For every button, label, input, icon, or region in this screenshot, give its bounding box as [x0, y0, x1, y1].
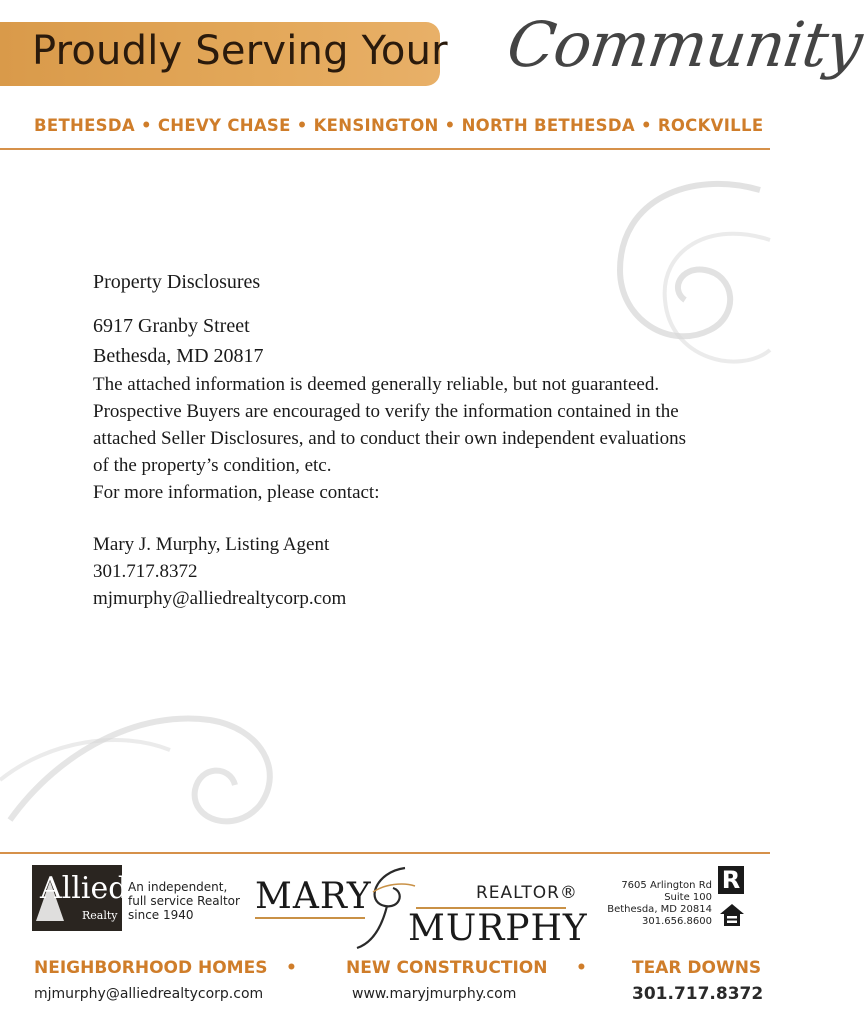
realtor-r-icon: R: [718, 866, 744, 894]
office-line-3: Bethesda, MD 20814: [607, 904, 712, 915]
allied-tagline: [128, 880, 240, 922]
agent-phone: 301.717.8372: [93, 561, 198, 582]
property-address: [93, 311, 693, 371]
service-neighborhood-homes: NEIGHBORHOOD HOMES: [34, 958, 268, 978]
brand-rule-left: [255, 917, 365, 919]
tagline-line-3: since 1940: [128, 908, 194, 922]
office-phone: 301.656.8600: [642, 916, 712, 927]
community-script: Community: [502, 8, 866, 81]
address-line-1: 6917 Granby Street: [93, 315, 250, 337]
office-address: [607, 880, 712, 928]
office-line-2: Suite 100: [664, 892, 712, 903]
service-bullet-2: •: [576, 958, 587, 978]
footer-divider: [0, 852, 770, 854]
service-new-construction: NEW CONSTRUCTION: [346, 958, 548, 978]
service-bullet-1: •: [286, 958, 297, 978]
tagline-line-1: An independent,: [128, 880, 228, 894]
disclosure-content: [93, 268, 693, 612]
logo-realty-text: Realty: [82, 909, 118, 922]
brand-murphy: MURPHY: [408, 908, 588, 949]
header-divider: [0, 148, 770, 150]
towns-list: BETHESDA • CHEVY CHASE • KENSINGTON • NORTH BETHESDA • ROCKVILLE: [34, 116, 764, 135]
tagline-line-2: full service Realtor: [128, 894, 240, 908]
agent-email-link[interactable]: mjmurphy@alliedrealtycorp.com: [93, 588, 347, 609]
contact-lead: For more information, please contact:: [93, 482, 380, 503]
logo-allied-text: Allied: [40, 871, 128, 906]
allied-realty-logo: [32, 865, 128, 931]
disclaimer-text: The attached information is deemed generally reliable, but not guaranteed. Prospective Buyers are encouraged to verify the information contained in the attached Seller Disclosures, and to conduct their own independent evaluations of the property’s condition, etc.: [93, 374, 687, 476]
page-title: Property Disclosures: [93, 271, 261, 293]
decorative-swirl-bottom-icon: [0, 630, 300, 850]
service-tear-downs: TEAR DOWNS: [632, 958, 762, 978]
address-line-2: Bethesda, MD 20817: [93, 345, 264, 367]
footer-phone: 301.717.8372: [632, 984, 764, 1004]
footer-email-link[interactable]: mjmurphy@alliedrealtycorp.com: [34, 986, 264, 1002]
brand-realtor: REALTOR®: [476, 883, 578, 903]
office-line-1: 7605 Arlington Rd: [621, 880, 712, 891]
brand-mary: MARY: [255, 876, 372, 917]
agent-contact: [93, 531, 693, 612]
footer-website-link[interactable]: www.maryjmurphy.com: [352, 986, 517, 1002]
banner-title: Proudly Serving Your: [32, 28, 448, 74]
agent-name: Mary J. Murphy, Listing Agent: [93, 534, 330, 555]
equal-housing-icon: [718, 902, 746, 928]
